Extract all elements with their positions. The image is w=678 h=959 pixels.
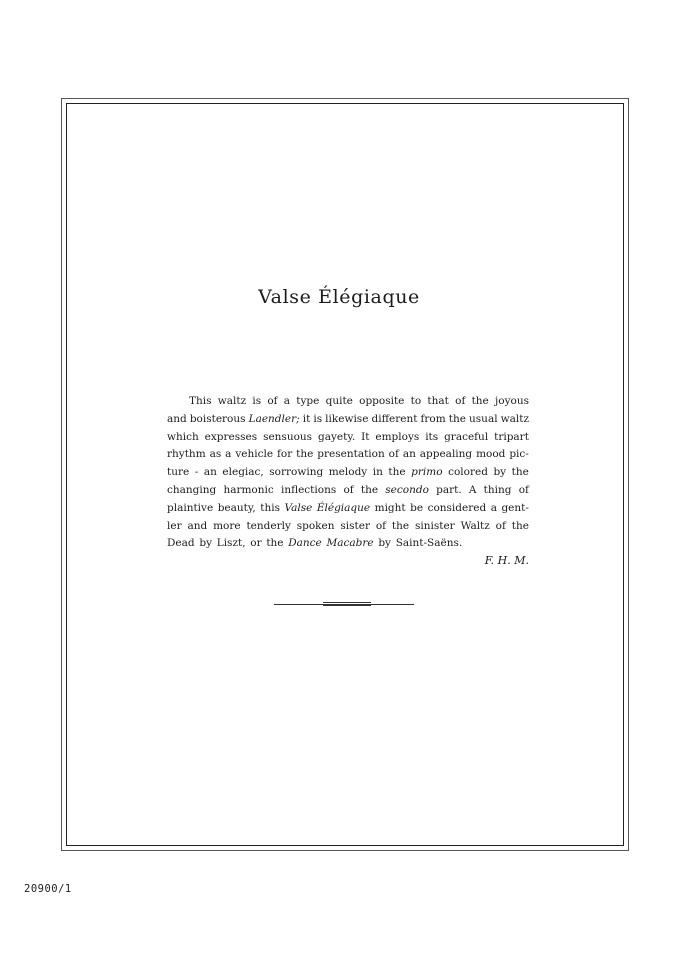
italic-word: Élégiaque — [316, 501, 371, 514]
word: of — [267, 395, 278, 407]
word: changing — [167, 483, 217, 496]
word: and — [167, 412, 187, 425]
word: and — [187, 519, 208, 532]
word: mood — [476, 448, 506, 461]
word: considered — [427, 501, 487, 514]
word: different — [371, 412, 418, 425]
word: the — [391, 519, 410, 532]
word: a — [283, 395, 291, 407]
italic-word: secondo — [385, 483, 429, 496]
word: sinister — [414, 519, 455, 532]
word: - — [194, 466, 199, 479]
paragraph-line — [167, 446, 529, 464]
word: This — [189, 395, 212, 407]
word: sorrowing — [269, 466, 324, 479]
word: a — [225, 448, 232, 461]
word: to — [410, 395, 422, 407]
word: an — [203, 466, 217, 479]
word: the — [511, 466, 529, 479]
word: more — [213, 519, 241, 532]
word: which — [167, 430, 199, 443]
word: gent- — [501, 501, 529, 514]
ornamental-rule-center — [323, 602, 371, 606]
italic-word: primo — [411, 466, 443, 479]
word: Liszt, — [216, 537, 246, 550]
word: an — [402, 448, 416, 461]
word: the — [511, 519, 529, 532]
word: the — [296, 448, 314, 461]
word: by — [199, 537, 212, 550]
word: quite — [325, 395, 353, 407]
word: by — [378, 537, 391, 550]
word: sister — [340, 519, 370, 532]
paragraph-line — [167, 429, 529, 447]
word: thing — [483, 483, 512, 496]
word: presentation — [317, 448, 385, 461]
word: or — [250, 537, 262, 550]
word: by — [493, 466, 507, 479]
word: employs — [375, 430, 420, 443]
intro-paragraph — [167, 393, 529, 553]
word: of — [455, 395, 466, 407]
word: is — [252, 395, 262, 407]
signature-initials: F. H. M. — [484, 554, 529, 567]
word: spoken — [296, 519, 335, 532]
word: appealing — [419, 448, 473, 461]
word: rhythm — [167, 448, 206, 461]
paragraph-line — [167, 500, 529, 518]
word: boisterous — [189, 412, 246, 425]
word: opposite — [359, 395, 405, 407]
word: harmonic — [223, 483, 274, 496]
word: the — [471, 395, 489, 407]
word: its — [425, 430, 439, 443]
paragraph-line — [167, 482, 529, 500]
word: for — [277, 448, 293, 461]
word: sensuous — [263, 430, 313, 443]
word: it — [302, 412, 311, 425]
word: of — [495, 519, 506, 532]
word: tripart — [494, 430, 529, 443]
word: of — [343, 483, 354, 496]
word: this — [260, 501, 280, 514]
word: A — [468, 483, 477, 496]
word: be — [410, 501, 424, 514]
paragraph-line — [167, 464, 529, 482]
word: waltz — [217, 395, 247, 407]
word: vehicle — [235, 448, 274, 461]
word: joyous — [495, 395, 529, 407]
word: gayety. — [317, 430, 356, 443]
paragraph-line — [167, 393, 529, 411]
word: expresses — [204, 430, 258, 443]
word: inflections — [280, 483, 337, 496]
word: of — [518, 483, 529, 496]
word: pic- — [509, 448, 529, 461]
italic-word: Dance — [288, 537, 322, 550]
word: the — [448, 412, 466, 425]
word: waltz — [500, 412, 529, 425]
word: from — [420, 412, 446, 425]
word: usual — [469, 412, 498, 425]
word: plaintive — [167, 501, 214, 514]
page-title: Valse Élégiaque — [258, 286, 420, 308]
word: of — [388, 448, 399, 461]
word: a — [490, 501, 497, 514]
word: ler — [167, 519, 182, 532]
italic-word: Laendler; — [248, 412, 300, 425]
word: It — [361, 430, 370, 443]
word: colored — [448, 466, 488, 479]
italic-word: Valse — [284, 501, 313, 514]
word: part. — [436, 483, 462, 496]
word: as — [209, 448, 222, 461]
word: graceful — [444, 430, 489, 443]
word: elegiac, — [222, 466, 264, 479]
italic-word: Macabre — [326, 537, 374, 550]
plate-number: 20900/1 — [24, 883, 72, 895]
word: the — [266, 537, 284, 550]
word: type — [296, 395, 320, 407]
word: melody — [328, 466, 368, 479]
word: likewise — [325, 412, 369, 425]
word: is — [313, 412, 323, 425]
word: tenderly — [246, 519, 291, 532]
word: the — [388, 466, 406, 479]
word: Saint-Saëns. — [395, 537, 463, 550]
word: Dead — [167, 537, 195, 550]
paragraph-line — [167, 411, 529, 429]
paragraph-line — [167, 518, 529, 536]
word: of — [375, 519, 387, 532]
word: ture — [167, 466, 190, 479]
word: that — [427, 395, 449, 407]
word: the — [360, 483, 379, 496]
word: might — [374, 501, 406, 514]
word: Waltz — [460, 519, 490, 532]
paragraph-line — [167, 535, 529, 553]
word: in — [372, 466, 383, 479]
word: beauty, — [217, 501, 256, 514]
